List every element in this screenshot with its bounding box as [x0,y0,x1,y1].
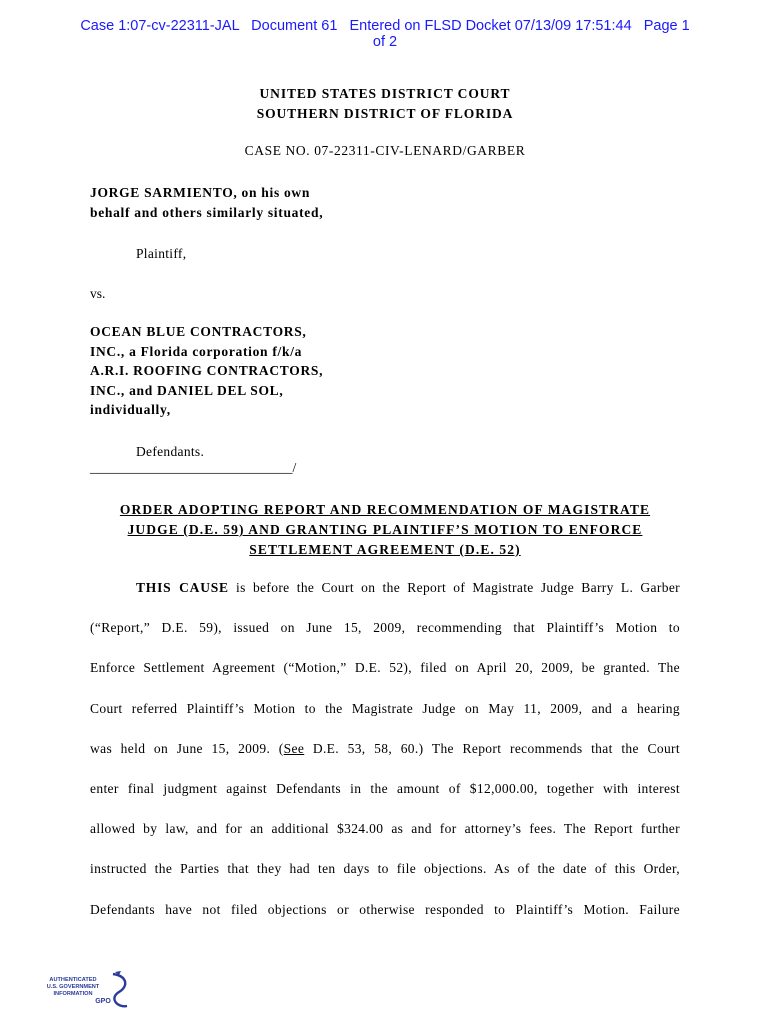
plaintiff-name-line-2: behalf and others similarly situated, [90,204,324,220]
defendants-names [90,322,323,420]
body-line-2: (“Report,” D.E. 59), issued on June 15, 2009, recommending that Plaintiff’s Motion to [90,620,680,636]
eagle-swoosh-icon [113,974,127,1006]
court-name-line-1: UNITED STATES DISTRICT COURT [259,86,511,101]
docket-header-line-1: Case 1:07-cv-22311-JAL Document 61 Entered on FLSD Docket 07/13/09 17:51:44 Page 1 [80,18,690,34]
case-number: CASE NO. 07-22311-CIV-LENARD/GARBER [244,143,526,158]
defendants-line-4: INC., and DANIEL DEL SOL, [90,382,284,398]
body-line-4: Court referred Plaintiff’s Motion to the Magistrate Judge on May 11, 2009, and a hearing [90,700,680,716]
docket-header-stamp [0,18,770,50]
gpo-logo-line-1: AUTHENTICATED [49,977,97,983]
gpo-logo-line-3: INFORMATION [53,991,93,997]
order-title [0,500,770,560]
body-line-7: allowed by law, and for an additional $324.00 as and for attorney’s fees. The Report further [90,821,680,837]
gpo-logo-mark: GPO [95,998,111,1005]
order-body [90,578,680,940]
plaintiff-role-label: Plaintiff, [136,246,187,261]
body-line-3: Enforce Settlement Agreement (“Motion,” D.E. 52), filed on April 20, 2009, be granted. The [90,660,680,676]
body-line-5-pre: was held on June 15, 2009. ( [90,740,284,756]
defendants-line-2: INC., a Florida corporation f/k/a [90,343,303,359]
order-title-line-2: JUDGE (D.E. 59) AND GRANTING PLAINTIFF’S MOTION TO ENFORCE [127,522,643,537]
defendants-line-3: A.R.I. ROOFING CONTRACTORS, [90,363,324,378]
gpo-logo-line-2: U.S. GOVERNMENT [46,984,100,990]
docket-header-line-2: of 2 [372,34,398,50]
order-title-line-1: ORDER ADOPTING REPORT AND RECOMMENDATION OF MAGISTRATE [119,502,651,517]
body-line-9: Defendants have not filed objections or otherwise responded to Plaintiff’s Motion. Failure [90,901,680,917]
court-name-line-2: SOUTHERN DISTRICT OF FLORIDA [256,106,514,121]
body-line-6: enter final judgment against Defendants in the amount of $12,000.00, together with interest [90,780,680,796]
body-line-8: instructed the Parties that they had ten days to file objections. As of the date of this Order, [90,861,680,877]
court-name [0,84,770,124]
order-title-line-3: SETTLEMENT AGREEMENT (D.E. 52) [249,542,521,557]
versus-label: vs. [90,286,106,301]
body-line-1-rest: is before the Court on the Report of Magistrate Judge Barry L. Garber [228,580,681,595]
plaintiff-name-line-1: JORGE SARMIENTO, on his own [90,185,311,200]
plaintiff-name [90,183,323,222]
defendants-line-5: individually, [90,402,171,417]
this-cause-lead: THIS CAUSE [136,580,229,595]
gpo-authenticated-logo [43,970,133,1014]
body-line-1 [90,578,680,618]
defendants-line-1: OCEAN BLUE CONTRACTORS, [90,324,307,339]
see-citation: See [283,740,305,756]
signature-line: ______________________________/ [90,460,297,475]
body-line-5-post: D.E. 53, 58, 60.) The Report recommends that the Court [304,740,680,756]
defendants-role-label: Defendants. [136,444,205,459]
body-line-5 [90,739,680,779]
